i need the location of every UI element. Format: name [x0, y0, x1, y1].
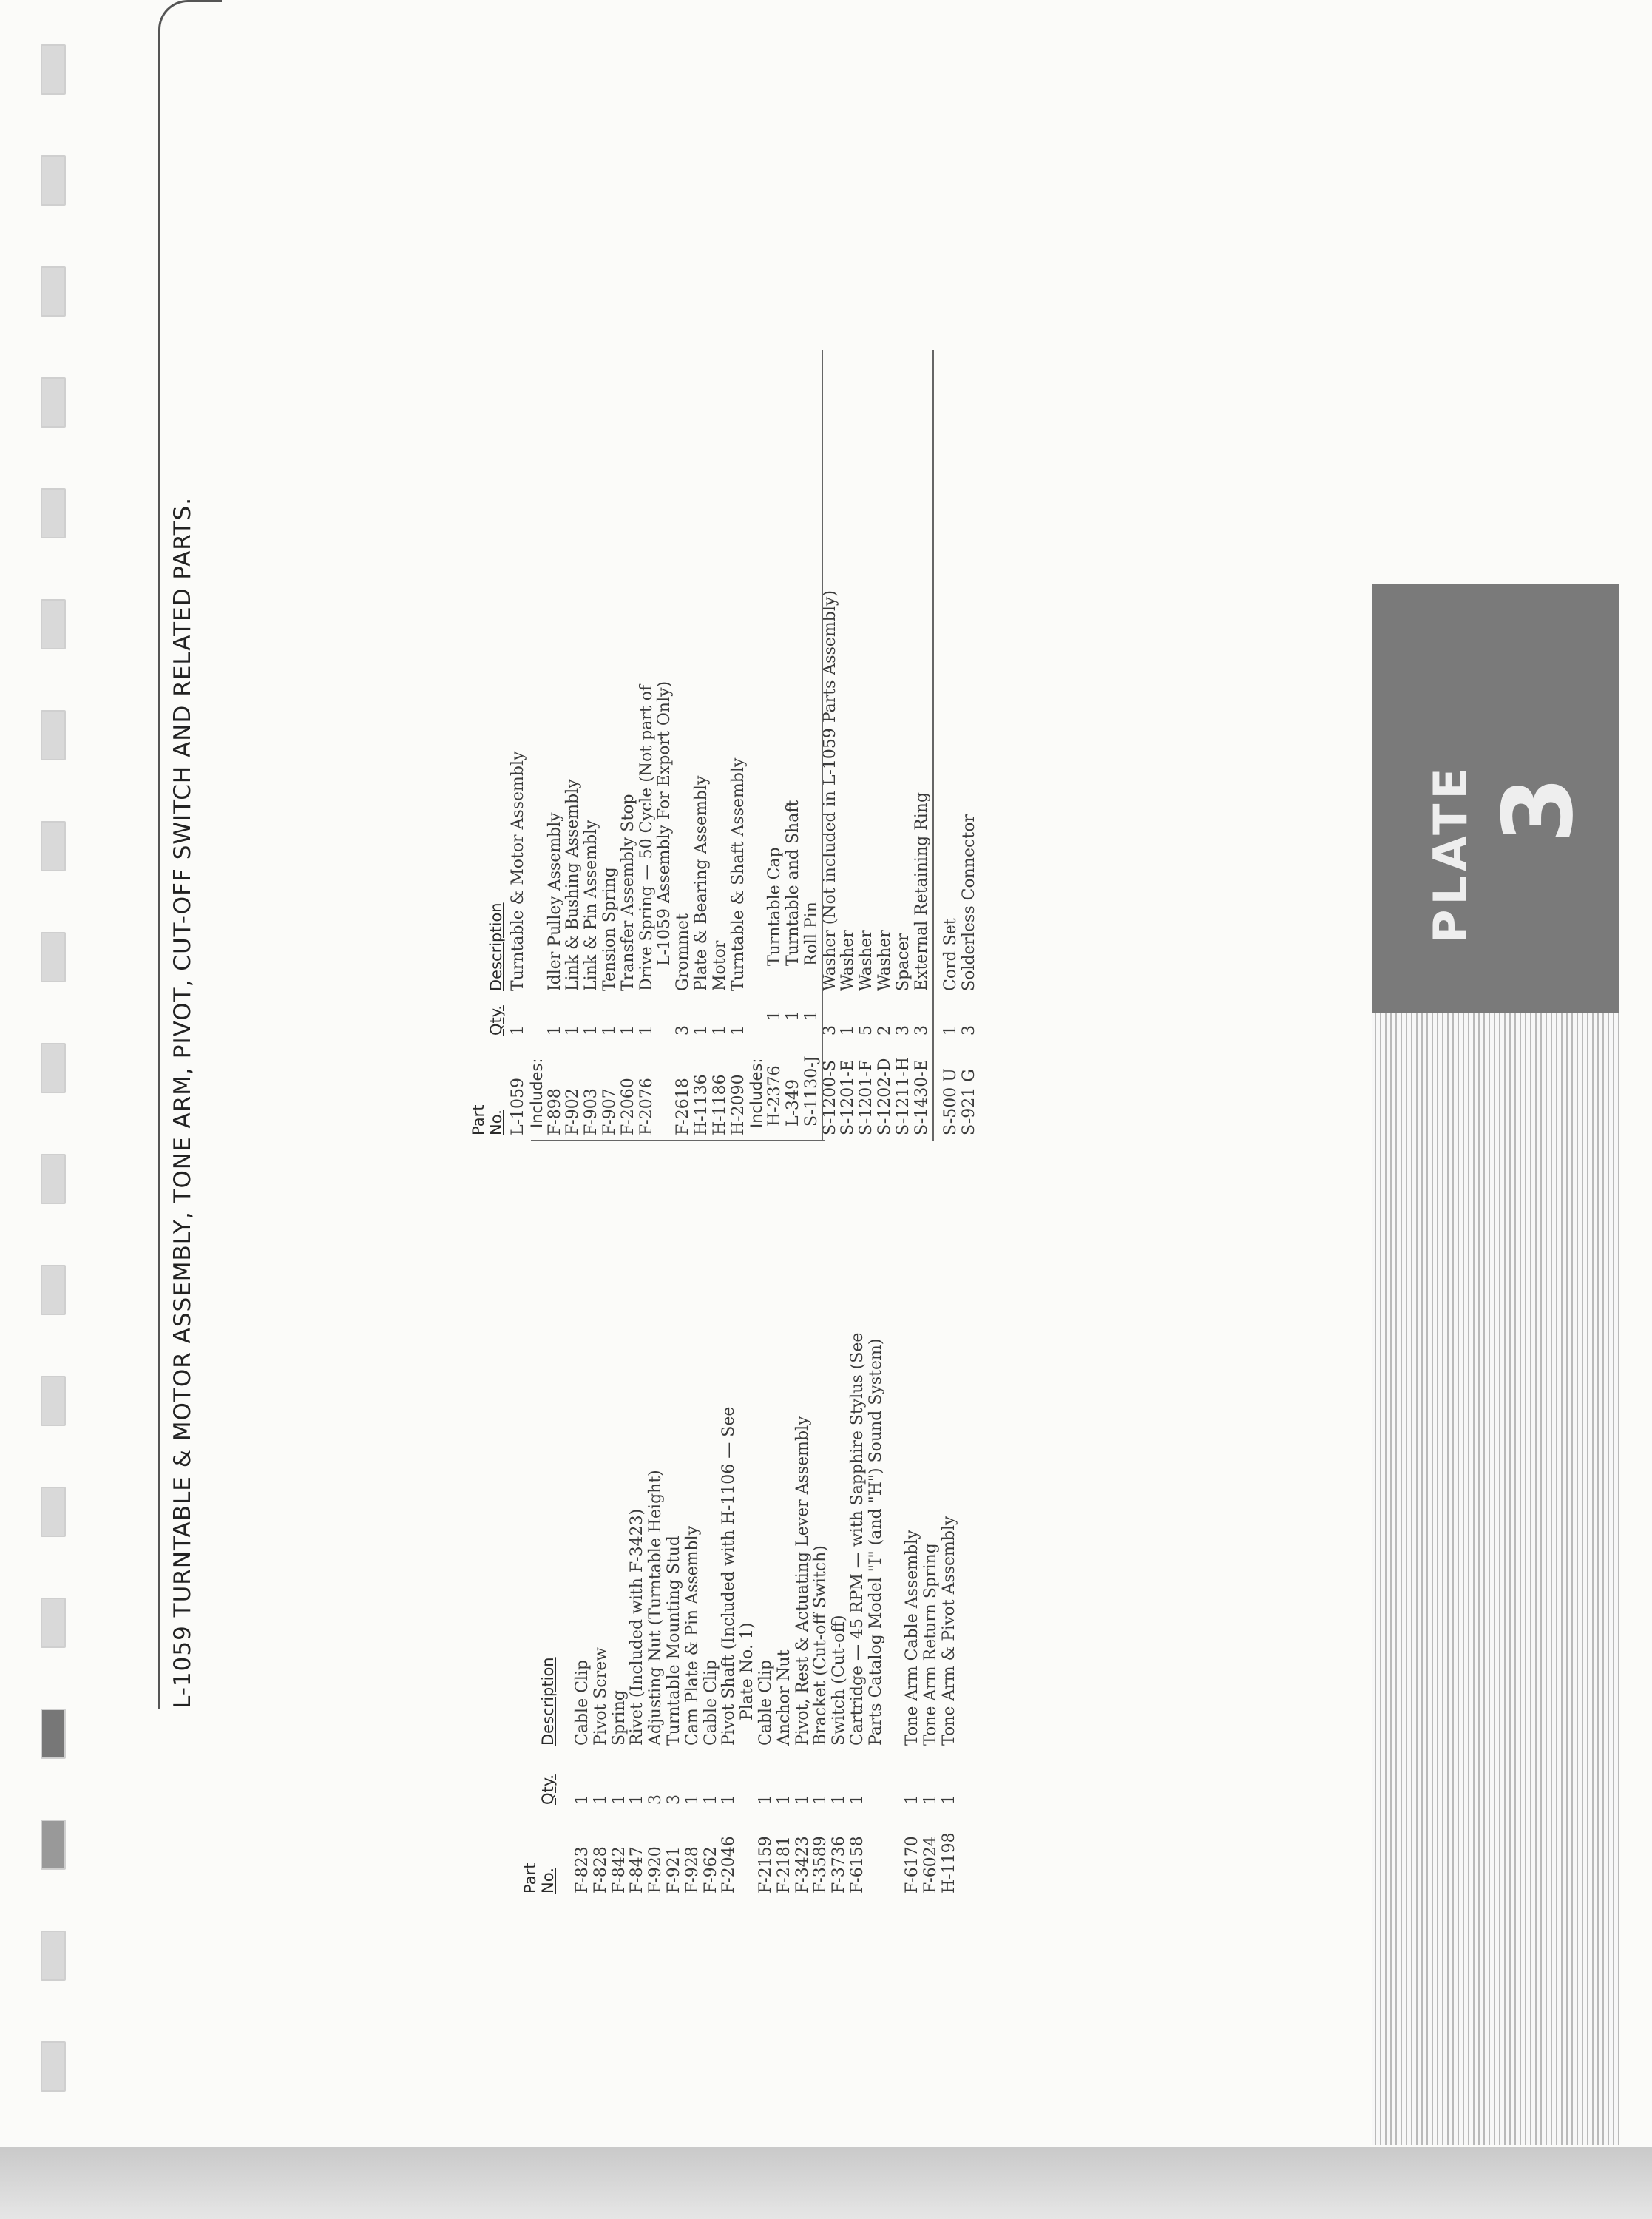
- right-part-no: S-921 G: [960, 1069, 979, 1135]
- left-qty: 1: [756, 1794, 775, 1805]
- left-qty: 1: [628, 1794, 647, 1805]
- title-banner: [158, 0, 222, 1709]
- right-part-no: H-1136: [692, 1074, 711, 1135]
- right-part-no: F-898: [545, 1088, 564, 1135]
- right-qty: 3: [912, 1025, 931, 1036]
- right-qty-header: [487, 1005, 505, 1036]
- right-part-no: H-2376: [765, 1065, 785, 1127]
- left-part-no: F-3423: [793, 1836, 812, 1894]
- right-part-no: F-2076: [637, 1078, 656, 1135]
- right-part-no: F-902: [563, 1088, 583, 1135]
- left-part-no: F-6170: [903, 1836, 922, 1894]
- right-description: Washer: [876, 930, 894, 991]
- right-qty: 1: [765, 1010, 785, 1021]
- left-description: Switch (Cut-off): [830, 1615, 849, 1746]
- left-description: Cable Clip: [701, 1659, 720, 1746]
- right-qty: 1: [728, 1025, 748, 1036]
- right-part-no: S-1130-J: [802, 1056, 821, 1127]
- left-part-no: F-823: [573, 1846, 592, 1894]
- right-part-no: L-349: [784, 1078, 802, 1127]
- right-qty: 1: [692, 1025, 711, 1036]
- left-description: Anchor Nut: [774, 1649, 793, 1746]
- left-qty: 1: [701, 1794, 720, 1805]
- left-description: Cam Plate & Pin Assembly: [683, 1525, 702, 1746]
- right-description: Link & Pin Assembly: [582, 820, 601, 991]
- hardware-bracket: [822, 350, 935, 1141]
- left-part-no: F-6024: [921, 1836, 941, 1894]
- left-part-no: F-921: [665, 1846, 683, 1894]
- left-part-header: [521, 1863, 557, 1894]
- plate-number: 3: [1482, 776, 1594, 843]
- right-description: Turntable and Shaft: [784, 800, 802, 966]
- plate-hatching: [1372, 1013, 1619, 2145]
- right-description: Link & Bushing Assembly: [563, 779, 583, 991]
- left-qty-header: [539, 1774, 557, 1805]
- right-qty: 2: [876, 1025, 894, 1036]
- left-qty: 1: [609, 1794, 629, 1805]
- left-part-no: F-3736: [830, 1836, 849, 1894]
- right-part-no: S-1201-F: [857, 1060, 876, 1135]
- left-description: Cable Clip: [756, 1659, 775, 1746]
- right-description: Turntable Cap: [765, 847, 785, 966]
- left-qty: 1: [683, 1794, 702, 1805]
- left-qty: 1: [793, 1794, 812, 1805]
- left-description: Parts Catalog Model "I" (and "H") Sound System): [866, 1338, 885, 1746]
- left-part-no: F-2181: [774, 1836, 793, 1894]
- left-description: Rivet (Included with F-3423): [628, 1508, 647, 1746]
- right-part-no: S-1211-H: [893, 1057, 913, 1135]
- left-description: Pivot Shaft (Included with H-1106 — See: [720, 1406, 739, 1746]
- left-description-header: [539, 1657, 557, 1746]
- left-qty: 1: [940, 1794, 958, 1805]
- left-qty: 1: [830, 1794, 849, 1805]
- right-part-no: S-1430-E: [912, 1059, 931, 1135]
- right-description: Spacer: [893, 933, 913, 991]
- left-part-no: F-2159: [756, 1836, 775, 1894]
- right-description: Solderless Connector: [960, 814, 979, 991]
- right-qty: 1: [600, 1025, 619, 1036]
- left-part-no: F-847: [628, 1846, 647, 1894]
- left-qty: 1: [921, 1794, 941, 1805]
- right-description: Cord Set: [941, 918, 961, 991]
- right-qty: 1: [941, 1025, 961, 1036]
- right-description: Roll Pin: [802, 902, 821, 966]
- plate-word: PLATE: [1424, 763, 1477, 943]
- left-description: Turntable Mounting Stud: [665, 1535, 683, 1746]
- right-qty: 1: [509, 1025, 527, 1036]
- right-part-no: S-1202-D: [876, 1058, 894, 1135]
- right-description: Tension Spring: [600, 867, 619, 991]
- left-part-no: F-842: [609, 1846, 629, 1894]
- left-description: Pivot, Rest & Actuating Lever Assembly: [793, 1416, 812, 1746]
- right-part-header: [470, 1105, 505, 1135]
- right-description: Washer (Not included in L-1059 Parts Assembly): [820, 590, 839, 991]
- right-description: Washer: [839, 930, 858, 991]
- left-description: Adjusting Nut (Turntable Height): [646, 1470, 666, 1746]
- plate-label-panel: [1372, 281, 1623, 2219]
- right-part-no: S-500 U: [941, 1068, 961, 1135]
- right-part-no: H-2090: [728, 1074, 748, 1135]
- left-part-no: F-962: [701, 1846, 720, 1894]
- right-qty: 1: [545, 1025, 564, 1036]
- left-description: Bracket (Cut-off Switch): [811, 1545, 830, 1746]
- right-qty: 1: [802, 1010, 821, 1021]
- right-description: Turntable & Shaft Assembly: [728, 757, 748, 991]
- right-description-header: [487, 902, 505, 991]
- right-description: L-1059 Assembly For Export Only): [655, 680, 674, 966]
- left-qty: 1: [774, 1794, 793, 1805]
- right-part-no: F-903: [582, 1088, 601, 1135]
- left-qty: 1: [591, 1794, 610, 1805]
- right-qty: 5: [857, 1025, 876, 1036]
- includes-bracket: [531, 1140, 825, 1141]
- left-part-no: F-928: [683, 1846, 702, 1894]
- header-part: Part: [470, 1104, 487, 1135]
- left-part-no: F-920: [646, 1846, 666, 1894]
- right-description: Motor: [710, 940, 729, 991]
- left-part-no: F-828: [591, 1846, 610, 1894]
- left-qty: 3: [665, 1794, 683, 1805]
- plate-heading: [1372, 584, 1623, 1013]
- right-part-no: L-1059: [509, 1077, 527, 1135]
- right-qty: 1: [784, 1010, 802, 1021]
- header-qty: Qty.: [539, 1774, 557, 1805]
- left-description: Plate No. 1): [738, 1622, 757, 1720]
- right-description: Plate & Bearing Assembly: [692, 775, 711, 991]
- header-qty: Qty.: [487, 1005, 505, 1036]
- header-no: No.: [487, 1110, 505, 1135]
- header-description: Description: [487, 902, 505, 991]
- left-part-no: F-3589: [811, 1836, 830, 1894]
- right-qty: 1: [839, 1025, 858, 1036]
- left-part-no: H-1198: [940, 1832, 958, 1894]
- right-part-no: S-1200-S: [820, 1060, 839, 1135]
- right-qty: 1: [710, 1025, 729, 1036]
- left-qty: 1: [848, 1794, 867, 1805]
- right-description: Turntable & Motor Assembly: [509, 751, 527, 991]
- left-part-no: F-6158: [848, 1836, 867, 1894]
- left-description: Spring: [609, 1690, 629, 1746]
- header-no: No.: [539, 1868, 557, 1894]
- right-description: Washer: [857, 930, 876, 991]
- left-description: Tone Arm Return Spring: [921, 1543, 941, 1746]
- sub-includes-label: Includes:: [748, 1058, 766, 1128]
- left-description: Tone Arm & Pivot Assembly: [940, 1516, 958, 1746]
- left-qty: 1: [573, 1794, 592, 1805]
- left-description: Cartridge — 45 RPM — with Sapphire Stylus (See: [848, 1332, 867, 1746]
- left-qty: 1: [720, 1794, 739, 1805]
- page-title: L-1059 TURNTABLE & MOTOR ASSEMBLY, TONE ARM, PIVOT, CUT-OFF SWITCH AND RELATED PARTS.: [169, 496, 196, 1709]
- left-qty: 1: [903, 1794, 922, 1805]
- left-description: Cable Clip: [573, 1659, 592, 1746]
- includes-label: Includes:: [527, 1058, 546, 1128]
- right-part-no: S-1201-E: [839, 1059, 858, 1135]
- right-qty: 1: [637, 1025, 656, 1036]
- header-description: Description: [539, 1657, 557, 1746]
- right-qty: 3: [820, 1025, 839, 1036]
- right-description: Grommet: [674, 913, 693, 991]
- right-part-no: H-1186: [710, 1074, 729, 1135]
- right-description: External Retaining Ring: [912, 791, 931, 991]
- header-part: Part: [521, 1862, 539, 1894]
- right-description: Transfer Assembly Stop: [618, 794, 637, 991]
- right-qty: 3: [893, 1025, 913, 1036]
- left-qty: 3: [646, 1794, 666, 1805]
- right-qty: 1: [582, 1025, 601, 1036]
- right-qty: 3: [960, 1025, 979, 1036]
- right-part-no: F-2618: [674, 1078, 693, 1135]
- left-qty: 1: [811, 1794, 830, 1805]
- right-qty: 3: [674, 1025, 693, 1036]
- right-description: Drive Spring — 50 Cycle (Not part of: [637, 684, 656, 991]
- right-qty: 1: [618, 1025, 637, 1036]
- right-qty: 1: [563, 1025, 583, 1036]
- left-description: Pivot Screw: [591, 1646, 610, 1746]
- right-part-no: F-907: [600, 1088, 619, 1135]
- left-part-no: F-2046: [720, 1836, 739, 1894]
- left-description: Tone Arm Cable Assembly: [903, 1530, 922, 1746]
- right-part-no: F-2060: [618, 1078, 637, 1135]
- right-description: Idler Pulley Assembly: [545, 812, 564, 991]
